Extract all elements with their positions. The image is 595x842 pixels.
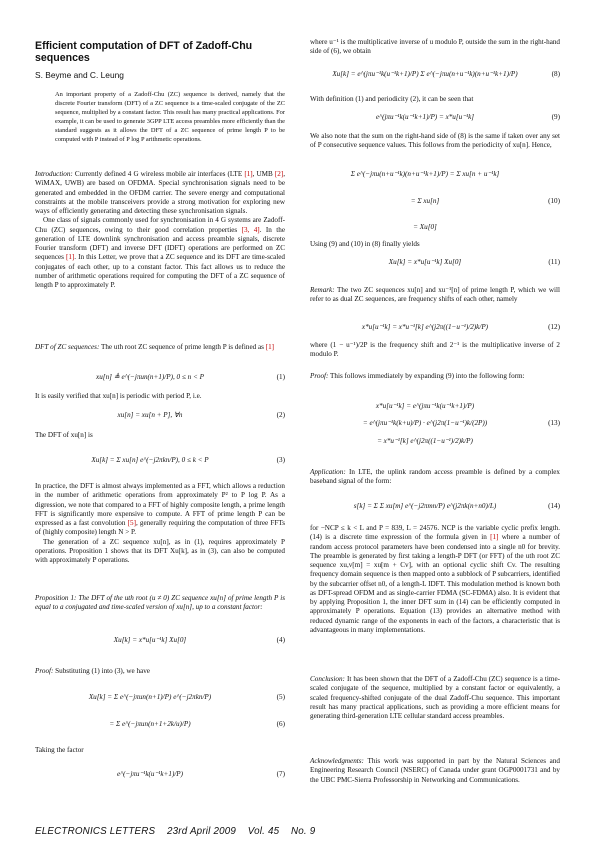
- equation-body: s[k] = Σ Σ xu[m] e^(−j2πmn/P) e^(j2πk(n+n0)/L): [353, 502, 497, 510]
- equation-number: (7): [276, 770, 285, 778]
- conclusion-text: It has been shown that the DFT of a Zadoff-Chu (ZC) sequence is a time-scaled conjugate of the sequence, multiplied by a constant factor or equivalently, a scaled frequency-shifted conjugate of the dual Zadoff-Chu sequence. This important result has many practical applications, such as providing a more efficient means for generating third-generation LTE cellular standard access preambles.: [310, 675, 560, 720]
- equation-body: = Σ e^(−jπun(n+1+2k/u)/P): [109, 720, 191, 728]
- intro-text: , WiMAX, UWB) are based on OFDMA. Special synchronisation signals need to be generated and embedded in the OFDM carrier. The severe energy and computational constraints at the mobile transceivers provide a strong motivation for exploring new ways of efficiently generating and detecting these synchronisation signals.: [35, 170, 285, 215]
- conclusion-heading: Conclusion:: [310, 675, 345, 683]
- body-paragraph: [310, 132, 560, 151]
- body-paragraph: [310, 240, 560, 249]
- body-paragraph: [35, 431, 285, 440]
- proof-heading: Proof:: [35, 667, 54, 675]
- body-text: , generally requiring the computation of three FFTs of (highly composite) length N > P.: [35, 519, 285, 537]
- body-text: The DFT of xu[n] is: [35, 431, 93, 439]
- equation-13b: [310, 419, 560, 433]
- body-text: Using (9) and (10) in (8) finally yields: [310, 240, 420, 248]
- equation-number: (5): [276, 693, 285, 701]
- application-text: In LTE, the uplink random access preamble is defined by a complex baseband signal of the form:: [310, 468, 560, 486]
- equation-6: [35, 720, 285, 734]
- equation-body: x*u[u⁻¹k] = x*u⁻¹[k] e^(j2π((1−u⁻¹)/2)k/P): [361, 323, 489, 331]
- body-text: With definition (1) and periodicity (2), it can be seen that: [310, 95, 474, 103]
- equation-12: [310, 323, 560, 337]
- equation-number: (13): [548, 419, 560, 427]
- dft-zc-section: [35, 343, 285, 352]
- equation-body: = Xu[0]: [413, 223, 437, 231]
- paper-title: Efficient computation of DFT of Zadoff-Chu sequences: [35, 40, 253, 64]
- equation-number: (9): [551, 113, 560, 121]
- citation-link[interactable]: [1]: [490, 533, 499, 542]
- citation-link[interactable]: [1]: [244, 170, 253, 178]
- equation-number: (14): [548, 502, 560, 510]
- equation-body: Xu[k] = Σ xu[n] e^(−j2πkn/P), 0 ≤ k < P: [91, 456, 209, 464]
- equation-10a: [310, 170, 560, 184]
- equation-10c: [310, 223, 560, 237]
- proof-1: [35, 667, 285, 676]
- equation-14: [310, 502, 560, 516]
- equation-body: x*u[u⁻¹k] = e^(jπu⁻¹k(u⁻¹k+1)/P): [375, 402, 475, 410]
- equation-1: [35, 373, 285, 387]
- remark-text: The two ZC sequences xu[n] and xu⁻¹[n] of prime length P, which we will refer to as dual ZC sequences, are frequency shifts of each other, namely: [310, 286, 560, 304]
- body-paragraph: [35, 746, 285, 755]
- body-text: for −NCP ≤ k < L and P = 839, L = 24576. NCP is the variable cyclic prefix length. (14) is a discrete time expression of the formula given in: [310, 524, 560, 542]
- equation-body: = x*u⁻¹[k] e^(j2π((1−u⁻¹)/2)k/P): [377, 437, 473, 445]
- equation-4: [35, 636, 285, 650]
- equation-7: [35, 770, 285, 784]
- acknowledgments-text: This work was supported in part by the Natural Sciences and Engineering Research Council (NSERC) of Canada under grant OGP0001731 and by the UBC PMC-Sierra Professorship in Networking and Communications.: [310, 757, 560, 784]
- intro-text: . In this Letter, we prove that a ZC sequence and its DFT are time-scaled conjugates of each other, up to a constant factor. This fact allows us to reduce the number of arithmetic operations required for computing the DFT of a ZC sequence of length P to approximately P.: [35, 253, 285, 289]
- equation-11: [310, 258, 560, 272]
- equation-number: (6): [276, 720, 285, 728]
- equation-number: (2): [276, 411, 285, 419]
- body-text: where a number of random access protocol parameters have been condensed into a single n0 for brevity. The preamble is generated by first taking a length-P DFT (or FFT) of the uth root ZC sequence xu,v[m] = xu[m + Cv], with an optional cyclic shift Cv. The resulting frequency domain sequence is then mapped onto a subblock of P subcarriers, identified by the subcarrier offset n0, of a length-L IDFT. This modulation method is known both as DFT-spread OFDM and as single-carrier FDMA (SC-FDMA) also. It is evident that by applying Proposition 1, the inner DFT sum in (14) can be efficiently computed in approximately P operations. Equation (13) provides an alternative method with reduced dynamic range of the exponents in each of the factors, a characteristic that is advantageous in many implementations.: [310, 533, 560, 634]
- acknowledgments-heading: Acknowledgments:: [310, 757, 364, 765]
- proof-heading: Proof:: [310, 372, 329, 380]
- body-text: In practice, the DFT is almost always implemented as a FFT, which allows a reduction in the number of arithmetic operations from approximately P² to P log P. As a digression, we note that compared to a FFT of highly composite length, a prime length FFT is significantly more expensive to compute. A FFT of prime length P can be expressed as a fast convolution: [35, 482, 285, 527]
- citation-link[interactable]: [5]: [127, 519, 136, 527]
- equation-body: e^(−jπu⁻¹k(u⁻¹k+1)/P): [116, 770, 184, 778]
- abstract: An important property of a Zadoff-Chu (ZC) sequence is derived, namely that the discrete Fourier transform (DFT) of a ZC sequence is a time-scaled conjugate of the ZC sequence, multiplied by a constant factor. This result has many practical applications. For example, it can be used to generate 3GPP LTE access preambles more efficiently than the standard suggests as it allows the DFT of a ZC sequence of prime length P to be computed with P instead of P log P arithmetic operations.: [55, 91, 285, 143]
- equation-body: = e^(jπu⁻¹k(k+u)/P) · e^(j2π(1−u⁻¹)k/(2P)): [362, 419, 488, 427]
- introduction-heading: Introduction:: [35, 170, 73, 178]
- equation-body: Σ e^(−jπu(n+u⁻¹k)(n+u⁻¹k+1)/P) = Σ xu[n + u⁻¹k]: [350, 170, 500, 178]
- acknowledgments-section: [310, 757, 560, 785]
- equation-8: [310, 70, 560, 84]
- equation-body: Xu[k] = e^(jπu⁻¹k(u⁻¹k+1)/P) Σ e^(−jπu(n+u⁻¹k)(n+u⁻¹k+1)/P): [332, 70, 518, 78]
- paper-authors: S. Beyme and C. Leung: [35, 70, 124, 80]
- equation-number: (3): [276, 456, 285, 464]
- citation-link[interactable]: [1]: [265, 343, 275, 351]
- intro-text: . In the generation of LTE downlink synchronisation and access preamble signals, discrete Fourier transform (DFT) and inverse DFT (IDFT) operations are performed on ZC sequences: [35, 225, 285, 262]
- equation-5: [35, 693, 285, 707]
- proposition-heading: Proposition 1:: [35, 594, 77, 602]
- remark-section: [310, 286, 560, 305]
- application-heading: Application:: [310, 468, 346, 476]
- body-paragraph: [310, 524, 560, 635]
- equation-13c: [310, 437, 560, 451]
- body-text: The uth root ZC sequence of prime length P is defined as: [99, 343, 266, 351]
- body-text: where u⁻¹ is the multiplicative inverse of u modulo P, outside the sum in the right-hand side of (6), we obtain: [310, 38, 560, 56]
- proof-text: This follows immediately by expanding (9) into the following form:: [328, 372, 525, 380]
- equation-9: [310, 113, 560, 127]
- equation-body: Xu[k] = x*u[u⁻¹k] Xu[0]: [388, 258, 462, 266]
- citation-link[interactable]: [3, 4]: [241, 225, 260, 234]
- proof-2: [310, 372, 560, 381]
- application-section: [310, 468, 560, 487]
- intro-text: , UMB: [252, 170, 275, 178]
- introduction-section: [35, 170, 285, 290]
- equation-body: = Σ xu[n]: [410, 197, 440, 205]
- conclusion-section: [310, 675, 560, 721]
- body-text: The generation of a ZC sequence xu[n], as in (1), requires approximately P operations. Proposition 1 shows that its DFT Xu[k], as in (3), can also be computed with approximately P operations.: [35, 537, 285, 564]
- equation-2: [35, 411, 285, 425]
- equation-body: Xu[k] = x*u[u⁻¹k] Xu[0]: [113, 636, 187, 644]
- proof-text: Substituting (1) into (3), we have: [53, 667, 150, 675]
- equation-body: e^(jπu⁻¹k(u⁻¹k+1)/P) = x*u[u⁻¹k]: [375, 113, 475, 121]
- remark-heading: Remark:: [310, 286, 335, 294]
- body-text: It is easily verified that xu[n] is periodic with period P, i.e.: [35, 392, 202, 400]
- body-text: Taking the factor: [35, 746, 84, 754]
- equation-3: [35, 456, 285, 470]
- citation-link[interactable]: [2]: [274, 170, 284, 178]
- intro-text: One class of signals commonly used for synchronisation in 4 G systems are Zadoff-Chu (ZC) sequences, owing to their good correlation properties: [35, 216, 285, 234]
- equation-number: (8): [551, 70, 560, 78]
- body-paragraph: [310, 341, 560, 360]
- proposition-text: The DFT of the uth root (u ≠ 0) ZC sequence xu[n] of prime length P is equal to a conjugated and time-scaled version of xu[n], up to a constant factor:: [35, 594, 285, 612]
- citation-link[interactable]: [1]: [65, 253, 75, 262]
- equation-body: Xu[k] = Σ e^(−jπun(n+1)/P) e^(−j2πkn/P): [88, 693, 212, 701]
- body-text: We also note that the sum on the right-hand side of (8) is the same if taken over any set of P consecutive sequence values. This follows from the periodicity of xu[n]. Hence,: [310, 132, 560, 150]
- equation-number: (12): [548, 323, 560, 331]
- equation-number: (4): [276, 636, 285, 644]
- body-paragraph: [310, 95, 560, 104]
- proposition-1: [35, 594, 285, 613]
- body-paragraph: [35, 482, 285, 565]
- equation-number: (11): [548, 258, 560, 266]
- equation-13a: [310, 402, 560, 416]
- equation-number: (10): [548, 197, 560, 205]
- body-paragraph: [35, 392, 285, 401]
- equation-number: (1): [276, 373, 285, 381]
- body-paragraph: [310, 38, 560, 57]
- body-text: where (1 − u⁻¹)/2P is the frequency shift and 2⁻¹ is the multiplicative inverse of 2 modulo P.: [310, 341, 560, 359]
- journal-footer: ELECTRONICS LETTERS 23rd April 2009 Vol. 45 No. 9: [35, 826, 316, 837]
- section-heading: DFT of ZC sequences:: [35, 343, 100, 351]
- equation-10b: [310, 197, 560, 211]
- equation-body: xu[n] ≜ e^(−jπun(n+1)/P), 0 ≤ n < P: [96, 373, 204, 381]
- intro-text: Currently defined 4 G wireless mobile air interfaces (LTE: [72, 170, 245, 178]
- equation-body: xu[n] = xu[n + P], ∀n: [117, 411, 183, 419]
